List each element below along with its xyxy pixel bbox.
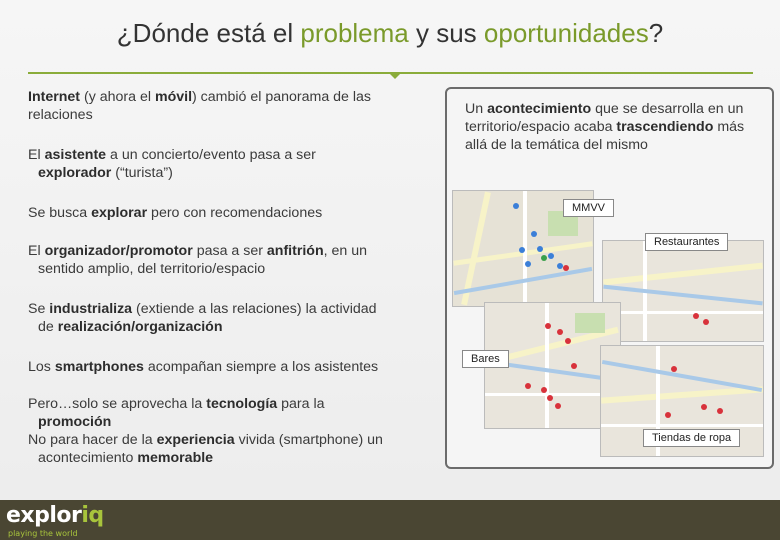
bullet-organizador: El organizador/promotor pasa a ser anfitrión, en un sentido amplio, del territorio/espacio	[28, 243, 368, 277]
bullet-asistente: El asistente a un concierto/evento pasa a ser explorador (“turista”)	[28, 147, 316, 181]
map-label-restaurantes: Restaurantes	[645, 233, 728, 251]
explor-iq-logo: exploriq	[6, 503, 104, 528]
quote-text: Un acontecimiento que se desarrolla en un territorio/espacio acaba trascendiendo más allá de la temática del mismo	[465, 101, 745, 153]
map-restaurantes	[602, 240, 764, 342]
page-title	[0, 18, 780, 49]
map-label-mmvv: MMVV	[563, 199, 614, 217]
title-text: ¿Dónde está el	[116, 18, 301, 48]
bullet-smartphones: Los smartphones acompañan siempre a los asistentes	[28, 359, 379, 375]
bullet-internet: Internet (y ahora el móvil) cambió el panorama de las relaciones	[28, 89, 372, 123]
map-label-tiendas: Tiendas de ropa	[643, 429, 740, 447]
footer-tagline: playing the world	[8, 529, 78, 538]
title-highlight-problema: problema	[300, 18, 409, 48]
bullet-tecnologia: Pero…solo se aprovecha la tecnología para la promoción No para hacer de la experiencia vivida (smartphone) un acontecimiento memorable	[28, 396, 383, 466]
map-label-bares: Bares	[462, 350, 509, 368]
title-highlight-oportunidades: oportunidades	[483, 18, 649, 48]
bullet-explorar: Se busca explorar pero con recomendaciones	[28, 205, 323, 221]
title-text: y sus	[408, 18, 484, 48]
footer-bar	[0, 500, 780, 540]
divider-notch	[388, 72, 402, 79]
title-text: ?	[648, 18, 664, 48]
bullet-industrializa: Se industrializa (extiende a las relaciones) la actividad de realización/organización	[28, 301, 377, 335]
